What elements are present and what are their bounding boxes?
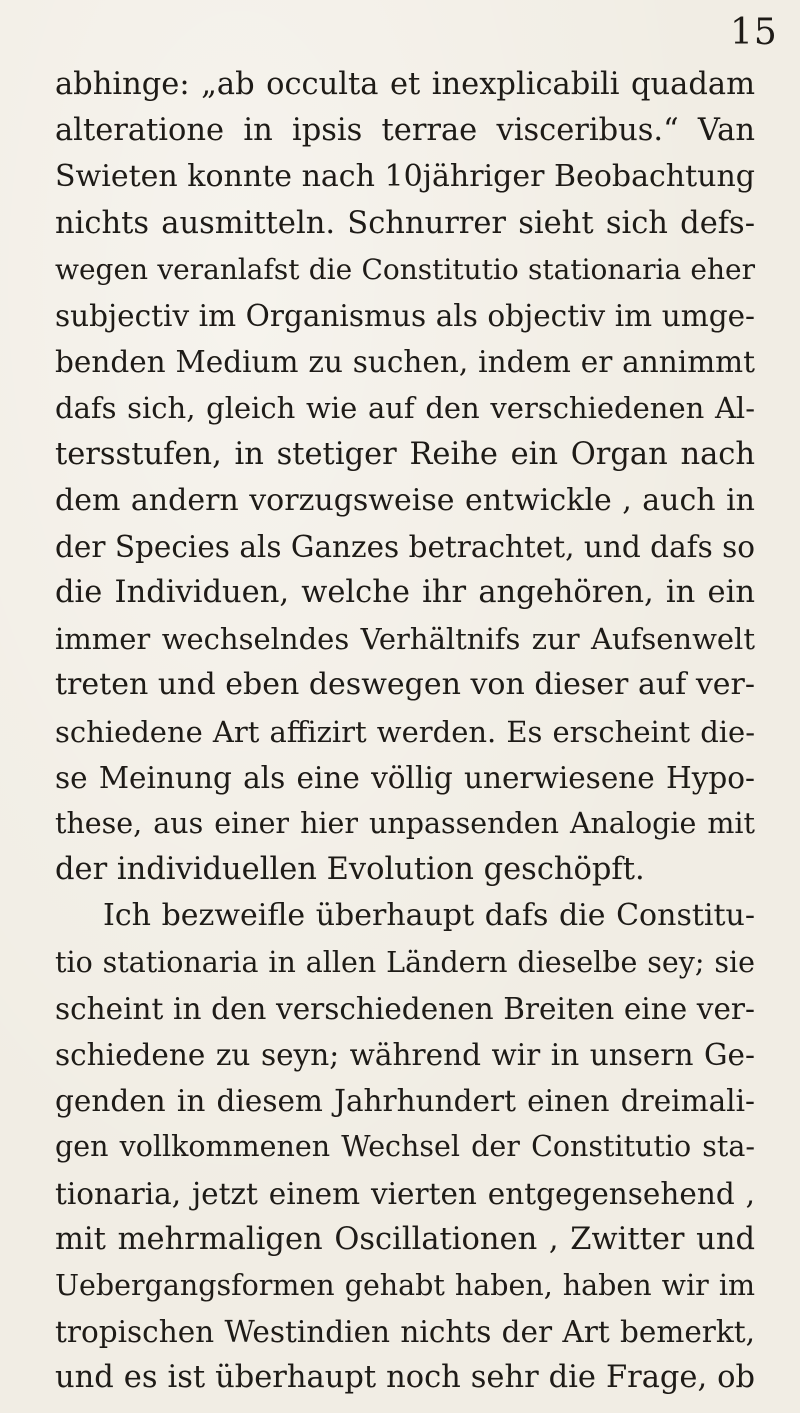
text-line: und es ist überhaupt noch sehr die Frage, ob bbox=[55, 1360, 755, 1396]
body-text bbox=[55, 62, 755, 1401]
text-line: treten und eben deswegen von dieser auf ver- bbox=[55, 667, 755, 703]
text-line: dafs sich, gleich wie auf den verschiedenen Al- bbox=[55, 391, 755, 426]
paragraph-start-line: Ich bezweifle überhaupt dafs die Constitu- bbox=[103, 898, 755, 934]
text-line: gen vollkommenen Wechsel der Constitutio sta- bbox=[55, 1130, 755, 1164]
text-line: Swieten konnte nach 10jähriger Beobachtung bbox=[55, 159, 755, 195]
text-line: die Individuen, welche ihr angehören, in ein bbox=[55, 575, 755, 611]
text-line: mit mehrmaligen Oscillationen , Zwitter und bbox=[55, 1221, 755, 1257]
text-line: immer wechselndes Verhältnifs zur Aufsenwelt bbox=[55, 622, 755, 657]
text-line: benden Medium zu suchen, indem er annimmt bbox=[55, 345, 755, 380]
text-line: wegen veranlafst die Constitutio stationaria eher bbox=[55, 252, 755, 286]
text-line: subjectiv im Organismus als objectiv im umge- bbox=[55, 298, 755, 333]
text-line: alteratione in ipsis terrae visceribus.“ Van bbox=[55, 113, 755, 149]
text-line: se Meinung als eine völlig unerwiesene Hypo- bbox=[55, 760, 755, 795]
text-line: tersstufen, in stetiger Reihe ein Organ nach bbox=[55, 436, 755, 472]
text-line: Uebergangsformen gehabt haben, haben wir im bbox=[55, 1268, 755, 1302]
text-line: tio stationaria in allen Ländern dieselbe sey; sie bbox=[55, 945, 755, 979]
text-line: der Species als Ganzes betrachtet, und dafs so bbox=[55, 529, 755, 564]
text-line: these, aus einer hier unpassenden Analogie mit bbox=[55, 807, 755, 840]
text-line: schiedene Art affizirt werden. Es erscheint die- bbox=[55, 714, 755, 749]
text-line: abhinge: „ab occulta et inexplicabili quadam bbox=[55, 67, 755, 102]
text-line: genden in diesem Jahrhundert einen dreimali- bbox=[55, 1084, 755, 1119]
page-number: 15 bbox=[730, 12, 778, 53]
text-line: nichts ausmitteln. Schnurrer sieht sich defs- bbox=[55, 205, 755, 241]
text-line: schiedene zu seyn; während wir in unsern Ge- bbox=[55, 1037, 755, 1072]
text-line: scheint in den verschiedenen Breiten eine ver- bbox=[55, 991, 755, 1026]
text-line: tropischen Westindien nichts der Art bemerkt, bbox=[55, 1315, 755, 1350]
text-line: dem andern vorzugsweise entwickle , auch in bbox=[55, 482, 755, 518]
text-line: tionaria, jetzt einem vierten entgegensehend , bbox=[55, 1176, 755, 1211]
paragraph-end-line: der individuellen Evolution geschöpft. bbox=[55, 852, 645, 888]
